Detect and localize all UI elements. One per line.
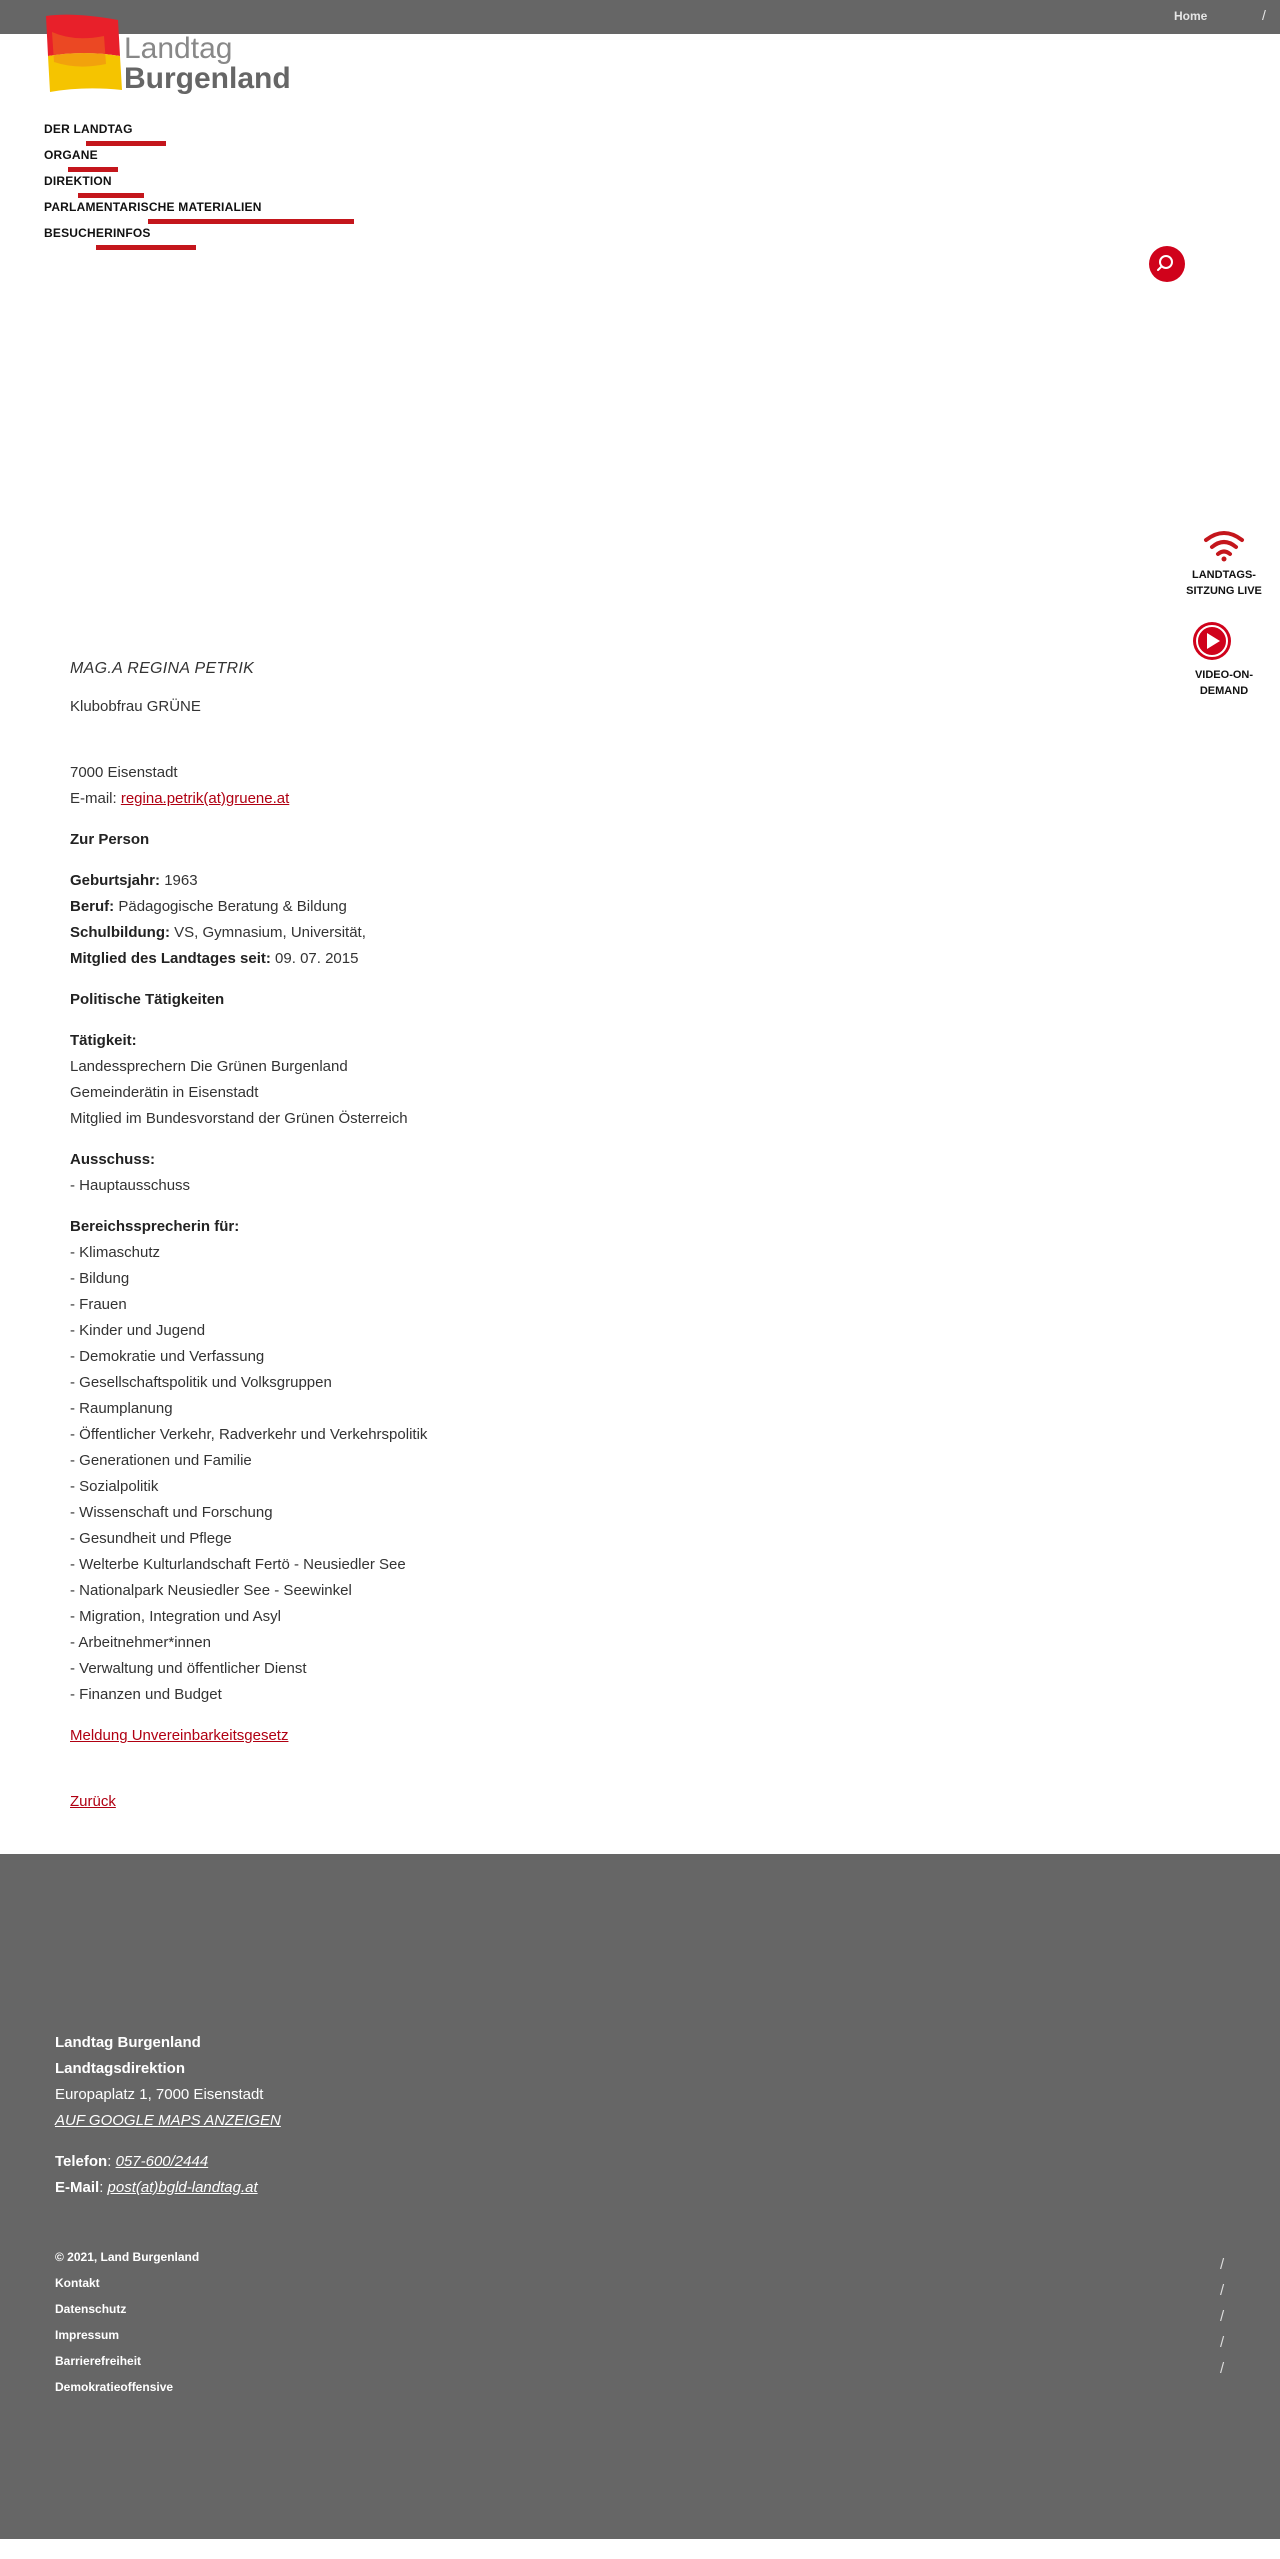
- nav-organe[interactable]: [44, 146, 262, 172]
- separator: /: [1220, 2282, 1225, 2299]
- footer-address: Landtag Burgenland Landtagsdirektion Europaplatz 1, 7000 Eisenstadt AUF GOOGLE MAPS ANZEIGEN Telefon: 057-600/2444 E-Mail: post(at)bgld-landtag.at: [55, 2034, 281, 2196]
- nav-der-landtag[interactable]: [44, 120, 262, 146]
- nav-label: DER LANDTAG: [44, 122, 133, 136]
- separator: /: [1262, 7, 1266, 23]
- flag-logo-icon: [44, 12, 122, 92]
- landtagssitzung-live-link[interactable]: [1166, 528, 1280, 599]
- facts-list: [70, 868, 970, 972]
- video-on-demand-link[interactable]: [1166, 620, 1280, 699]
- wifi-icon: [1202, 528, 1246, 562]
- live-label-line1: LANDTAGS-: [1192, 569, 1256, 581]
- list-item: - Öffentlicher Verkehr, Radverkehr und Verkehrspolitik: [70, 1426, 428, 1443]
- fact-row: [70, 894, 970, 920]
- separator: /: [1220, 2308, 1225, 2325]
- profile-role: Klubobfrau GRÜNE: [70, 698, 201, 715]
- taetigkeit-section: [70, 1028, 970, 1132]
- fact-label: Geburtsjahr:: [70, 872, 161, 889]
- nav-direktion[interactable]: [44, 172, 262, 198]
- list-item: - Welterbe Kulturlandschaft Fertö - Neusiedler See: [70, 1556, 406, 1573]
- list-item: - Nationalpark Neusiedler See - Seewinkel: [70, 1582, 352, 1599]
- copyright: © 2021, Land Burgenland: [55, 2250, 200, 2264]
- email-label: E-mail:: [70, 790, 117, 807]
- nav-label: ORGANE: [44, 148, 98, 162]
- footer-separators: [1220, 2252, 1224, 2382]
- list-item: - Raumplanung: [70, 1400, 173, 1417]
- taetigkeit-label: Tätigkeit:: [70, 1032, 137, 1049]
- list-item: - Kinder und Jugend: [70, 1322, 206, 1339]
- fact-row: [70, 868, 970, 894]
- list-item: - Klimaschutz: [70, 1244, 161, 1261]
- main-navigation: [44, 120, 262, 250]
- nav-label: BESUCHERINFOS: [44, 226, 151, 240]
- list-item: - Hauptausschuss: [70, 1177, 191, 1194]
- google-maps-link[interactable]: AUF GOOGLE MAPS ANZEIGEN: [55, 2112, 281, 2129]
- vod-label-line2: DEMAND: [1199, 685, 1249, 697]
- footer-link-demokratieoffensive[interactable]: Demokratieoffensive: [55, 2380, 174, 2394]
- politische-taetigkeiten-heading: Politische Tätigkeiten: [70, 991, 225, 1008]
- bereich-label: Bereichssprecherin für:: [70, 1218, 240, 1235]
- footer-street: Europaplatz 1, 7000 Eisenstadt: [55, 2086, 264, 2103]
- list-item: - Generationen und Familie: [70, 1452, 252, 1469]
- live-label-line2: SITZUNG LIVE: [1186, 585, 1262, 597]
- fact-value: 1963: [164, 872, 198, 889]
- footer-org-name: Landtag Burgenland: [55, 2034, 201, 2051]
- list-item: Gemeinderätin in Eisenstadt: [70, 1084, 259, 1101]
- nav-label: DIREKTION: [44, 174, 112, 188]
- list-item: - Gesundheit und Pflege: [70, 1530, 232, 1547]
- profile-content: [70, 656, 970, 1815]
- footer-links: [55, 2244, 199, 2400]
- profile-name: MAG.A REGINA PETRIK: [70, 660, 255, 677]
- list-item: Mitglied im Bundesvorstand der Grünen Österreich: [70, 1110, 408, 1127]
- nav-label: PARLAMENTARISCHE MATERIALIEN: [44, 200, 262, 214]
- footer: [0, 1854, 1280, 2539]
- footer-org-dept: Landtagsdirektion: [55, 2060, 186, 2077]
- footer-link-kontakt[interactable]: Kontakt: [55, 2276, 100, 2290]
- logo-text-burgenland: Burgenland: [124, 62, 291, 95]
- bereich-section: [70, 1214, 970, 1708]
- nav-parlamentarische-materialien[interactable]: [44, 198, 262, 224]
- ausschuss-label: Ausschuss:: [70, 1151, 156, 1168]
- play-icon: [1191, 620, 1233, 662]
- fact-label: Mitglied des Landtages seit:: [70, 950, 271, 967]
- list-item: - Sozialpolitik: [70, 1478, 159, 1495]
- list-item: - Arbeitnehmer*innen: [70, 1634, 211, 1651]
- logo-text-landtag: Landtag: [124, 32, 233, 65]
- back-link[interactable]: Zurück: [70, 1793, 116, 1810]
- nav-underline: [96, 245, 196, 250]
- fact-row: [70, 946, 970, 972]
- fact-value: VS, Gymnasium, Universität,: [174, 924, 366, 941]
- list-item: - Migration, Integration und Asyl: [70, 1608, 281, 1625]
- footer-link-impressum[interactable]: Impressum: [55, 2328, 120, 2342]
- fact-value: 09. 07. 2015: [275, 950, 359, 967]
- meldung-unvereinbarkeitsgesetz-link[interactable]: Meldung Unvereinbarkeitsgesetz: [70, 1727, 289, 1744]
- list-item: - Gesellschaftspolitik und Volksgruppen: [70, 1374, 332, 1391]
- list-item: Landessprechern Die Grünen Burgenland: [70, 1058, 348, 1075]
- home-link[interactable]: Home: [1174, 9, 1208, 23]
- list-item: - Verwaltung und öffentlicher Dienst: [70, 1660, 307, 1677]
- fact-value: Pädagogische Beratung & Bildung: [118, 898, 347, 915]
- ausschuss-section: [70, 1147, 970, 1199]
- vod-label-line1: VIDEO-ON-: [1194, 669, 1254, 681]
- fact-row: [70, 920, 970, 946]
- footer-email-link[interactable]: post(at)bgld-landtag.at: [107, 2179, 258, 2196]
- list-item: - Finanzen und Budget: [70, 1686, 222, 1703]
- fact-label: Schulbildung:: [70, 924, 170, 941]
- separator: /: [1220, 2256, 1225, 2273]
- profile-email-row: [70, 786, 970, 812]
- separator: /: [1220, 2334, 1225, 2351]
- phone-label: Telefon: [55, 2153, 108, 2170]
- site-logo[interactable]: [44, 12, 291, 96]
- search-button[interactable]: [1149, 246, 1185, 282]
- list-item: - Bildung: [70, 1270, 130, 1287]
- phone-link[interactable]: 057-600/2444: [115, 2153, 209, 2170]
- search-icon: [1149, 246, 1185, 282]
- list-item: - Frauen: [70, 1296, 127, 1313]
- footer-link-barrierefreiheit[interactable]: Barrierefreiheit: [55, 2354, 142, 2368]
- footer-link-datenschutz[interactable]: Datenschutz: [55, 2302, 127, 2316]
- nav-besucherinfos[interactable]: [44, 224, 262, 250]
- list-item: - Demokratie und Verfassung: [70, 1348, 265, 1365]
- fact-label: Beruf:: [70, 898, 115, 915]
- footer-email-label: E-Mail: [55, 2179, 100, 2196]
- email-link[interactable]: regina.petrik(at)gruene.at: [120, 790, 290, 807]
- list-item: - Wissenschaft und Forschung: [70, 1504, 273, 1521]
- profile-city: 7000 Eisenstadt: [70, 764, 178, 781]
- zur-person-heading: Zur Person: [70, 831, 150, 848]
- separator: /: [1220, 2360, 1225, 2377]
